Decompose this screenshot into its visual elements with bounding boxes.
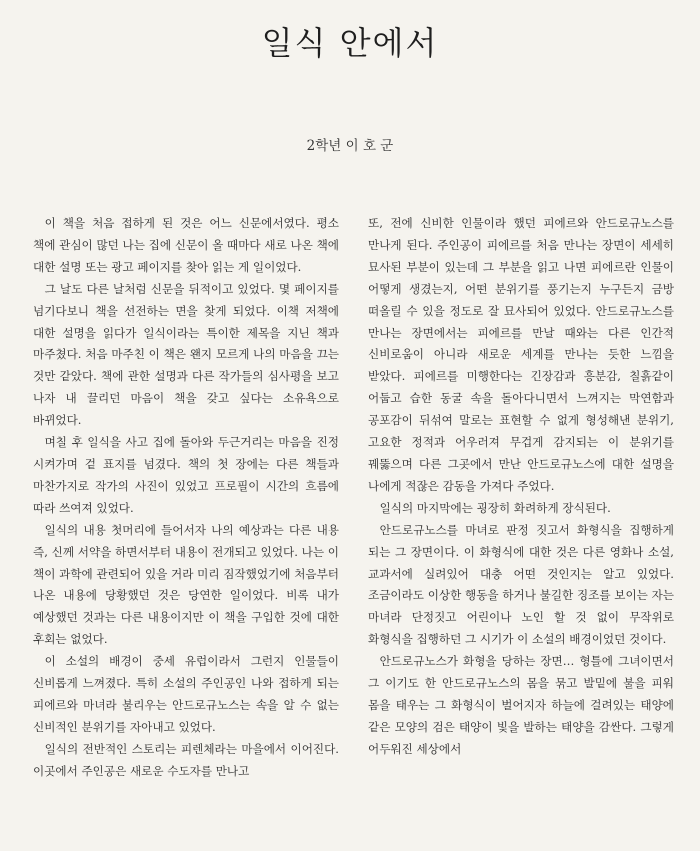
paragraph: 며칠 후 일식을 사고 집에 돌아와 두근거리는 마음을 진정 시켜가며 겉 표지를 넘겼다. 책의 첫 장에는 다른 책들과 마찬가지로 작가의 사진이 있었고 프로필이 시간의 흐름에 따라 쓰여져 있었다. [33,435,339,515]
left-column [33,213,339,783]
author-byline: 2학년 이 호 군 [306,138,394,154]
paragraph: 이 소설의 배경이 중세 유럽이라서 그런지 인물들이 신비롭게 느껴졌다. 특히 소설의 주인공인 나와 접하게 되는 피에르와 마녀라 불리우는 안드로규노스는 속을 알 수 없는 신비적인 분위기를 자아내고 있었다. [33,654,339,734]
paragraph: 그 날도 다른 날처럼 신문을 뒤적이고 있었다. 몇 페이지를 넘기다보니 책을 선전하는 면을 찾게 되었다. 이책 저책에 대한 설명을 읽다가 일식이라는 특이한 제목을 지닌 책과 마주쳤다. 처음 마주친 이 책은 왠지 모르게 나의 마음을 끄는 것만 같았다. 책에 관한 설명과 다른 작가들의 심사평을 보고 나자 내 끌리던 마음이 책을 갖고 싶다는 소유욕으로 바뀌었다. [33,281,339,428]
paragraph: 일식의 마지막에는 굉장히 화려하게 장식된다. [379,500,611,515]
paragraph: 이 책을 처음 접하게 된 것은 어느 신문에서였다. 평소 책에 관심이 많던 나는 집에 신문이 올 때마다 새로 나온 책에 대한 설명 또는 광고 페이지를 찾아 읽는 게 일이었다. [33,216,339,274]
paragraph: 일식의 내용 첫머리에 들어서자 나의 예상과는 다른 내용 즉, 신께 서약을 하면서부터 내용이 전개되고 있었다. 나는 이 책이 과학에 관련되어 있을 거라 미리 짐작했었기에 처음부터 나온 내용에 당황했던 것은 당연한 일이었다. 비록 내가 예상했던 것과는 다른 내용이지만 이 책을 구입한 것에 대한 후회는 없었다. [33,522,339,647]
paragraph: 안드로규노스가 화형을 당하는 장면… 형틀에 그녀이면서 그 이기도 한 안드로규노스의 몸을 묶고 발밑에 불을 피워 몸을 태우는 그 화형식이 벌어지자 하늘에 걸려있는 태양에 같은 모양의 검은 태양이 빛을 발하는 태양을 감싼다. 그렇게 어두워진 세상에서 [368,654,674,756]
paragraph: 안드로규노스를 마녀로 판정 짓고서 화형식을 집행하게 되는 그 장면이다. 이 화형식에 대한 것은 다른 영화나 소설, 교과서에 실려있어 대충 어떤 것인지는 알고 있었다. 조금이라도 이상한 행동을 하거나 불길한 징조를 보이는 자는 마녀라 단정짓고 어린이나 노인 할 것 없이 무작위로 화형식을 집행하던 그 시기가 이 소설의 배경이었던 것이다. [368,522,674,647]
paragraph: 일식의 전반적인 스토리는 피렌체라는 마을에서 이어진다. 이곳에서 주인공은 새로운 수도자를 만나고 [33,741,339,778]
right-column [368,213,674,761]
article-title: 일식 안에서 [261,24,439,62]
paragraph: 또, 전에 신비한 인물이라 했던 피에르와 안드로규노스를 만나게 된다. 주인공이 피에르를 처음 만나는 장면이 세세히 묘사된 부분이 있는데 그 부분을 읽고 나면 피에르란 인물이 어떻게 생겼는지, 어떤 분위기를 풍기는지 누구든지 금방 떠올릴 수 있을 정도로 잘 묘사되어 있었다. 안드로규노스를 만나는 장면에서는 피에르를 만날 때와는 다른 인간적 신비로움이 아니라 새로운 세계를 만나는 듯한 느낌을 받았다. 피에르를 미행한다는 긴장감과 흥분감, 칠흙같이 어둡고 습한 동굴 속을 돌아다니면서 느껴지는 막연함과 공포감이 뒤섞여 말로는 표현할 수 없게 형성해낸 분위기, 고요한 정적과 어우러져 무겁게 감지되는 이 분위기를 꿰뚫으며 다른 그곳에서 만난 안드로규노스에 대한 설명을 나에게 적잖은 감동을 가져다 주었다. [368,216,674,493]
